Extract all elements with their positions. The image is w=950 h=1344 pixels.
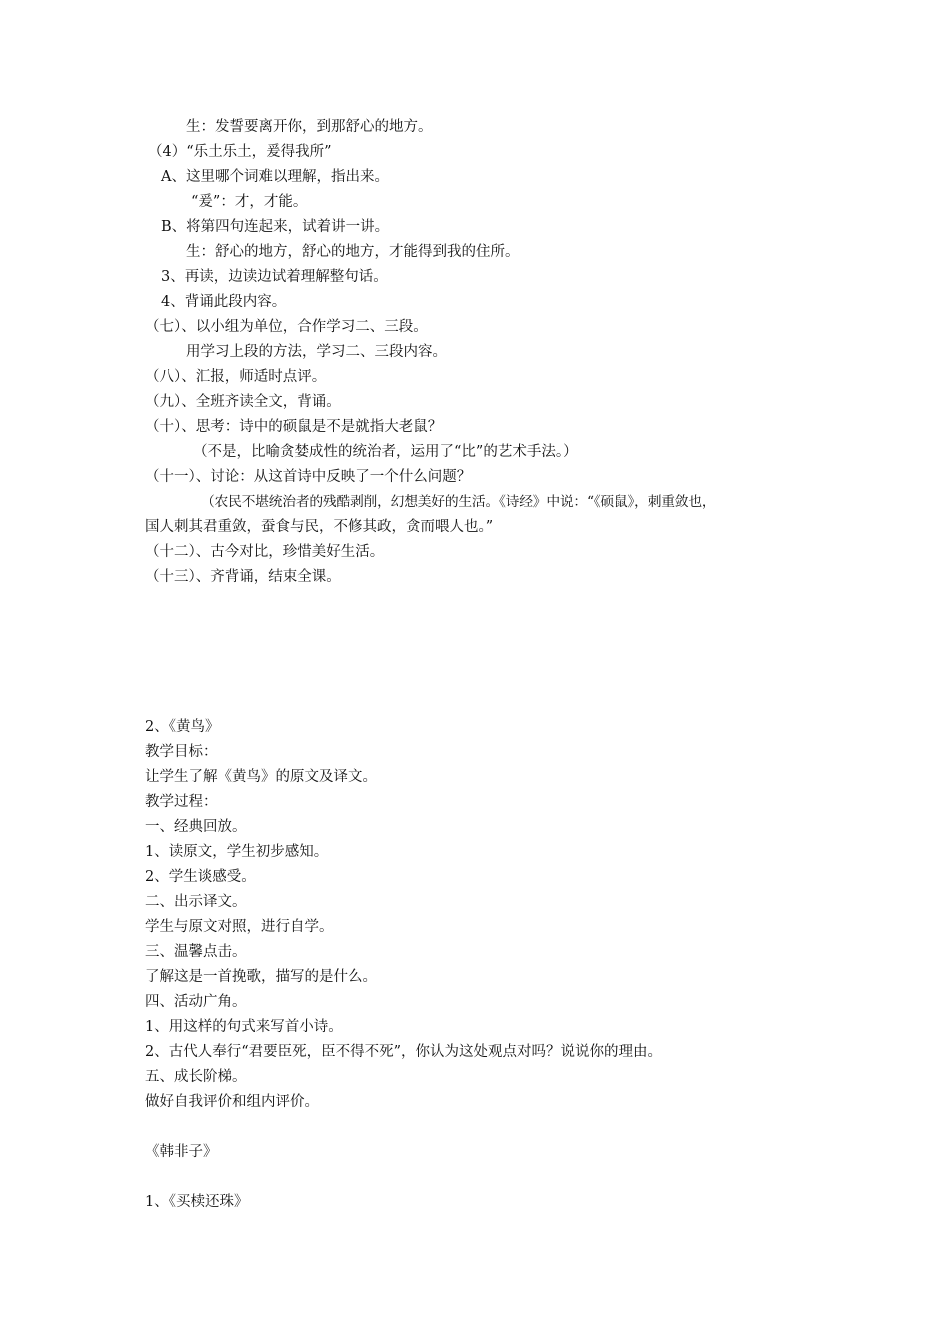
text-line: 让学生了解《黄鸟》的原文及译文。 [145, 769, 377, 785]
text-line: 生：发誓要离开你，到那舒心的地方。 [186, 119, 433, 135]
text-line: （不是，比喻贪婪成性的统治者，运用了“比”的艺术手法。） [193, 444, 578, 460]
text-line: B、将第四句连起来，试着讲一讲。 [161, 219, 390, 235]
text-line: 4、背诵此段内容。 [161, 294, 287, 310]
text-line: （十三）、齐背诵，结束全课。 [145, 569, 341, 585]
text-line: 1、用这样的句式来写首小诗。 [145, 1019, 343, 1035]
text-line: 了解这是一首挽歌，描写的是什么。 [145, 969, 377, 985]
text-line: 三、温馨点击。 [145, 944, 247, 960]
text-line: 教学过程： [145, 794, 218, 810]
text-line: 1、《买椟还珠》 [145, 1194, 249, 1210]
text-line: 学生与原文对照，进行自学。 [145, 919, 334, 935]
text-line: 五、成长阶梯。 [145, 1069, 247, 1085]
text-line: A、这里哪个词难以理解，指出来。 [161, 169, 389, 185]
text-line: 2、学生谈感受。 [145, 869, 256, 885]
text-line: 生：舒心的地方，舒心的地方，才能得到我的住所。 [186, 244, 520, 260]
text-line: （八）、汇报，师适时点评。 [145, 369, 327, 385]
text-line: （七）、以小组为单位，合作学习二、三段。 [145, 319, 428, 335]
text-line: 2、古代人奉行“君要臣死，臣不得不死”，你认为这处观点对吗？说说你的理由。 [145, 1044, 663, 1060]
text-line: 国人刺其君重敛，蚕食与民，不修其政，贪而喂人也。” [145, 519, 494, 535]
text-line: 做好自我评价和组内评价。 [145, 1094, 319, 1110]
text-line: （十二）、古今对比，珍惜美好生活。 [145, 544, 385, 560]
text-line: （九）、全班齐读全文，背诵。 [145, 394, 341, 410]
text-line: 《韩非子》 [145, 1144, 218, 1160]
text-line: 一、经典回放。 [145, 819, 247, 835]
text-line: （十一）、讨论：从这首诗中反映了一个什么问题？ [145, 469, 472, 485]
text-line: “爰”：才，才能。 [191, 194, 308, 210]
text-line: 教学目标： [145, 744, 218, 760]
text-line: （4）“乐土乐土，爰得我所” [148, 144, 332, 160]
text-line: 1、读原文，学生初步感知。 [145, 844, 329, 860]
text-line: 3、再读，边读边试着理解整句话。 [161, 269, 388, 285]
text-line: （十）、思考：诗中的硕鼠是不是就指大老鼠？ [145, 419, 443, 435]
text-line: 用学习上段的方法，学习二、三段内容。 [186, 344, 447, 360]
text-line: 二、出示译文。 [145, 894, 247, 910]
text-line: （农民不堪统治者的残酷剥削，幻想美好的生活。《诗经》中说：“《硕鼠》，刺重敛也， [201, 494, 716, 510]
text-line: 2、《黄鸟》 [145, 719, 220, 735]
text-line: 四、活动广角。 [145, 994, 247, 1010]
